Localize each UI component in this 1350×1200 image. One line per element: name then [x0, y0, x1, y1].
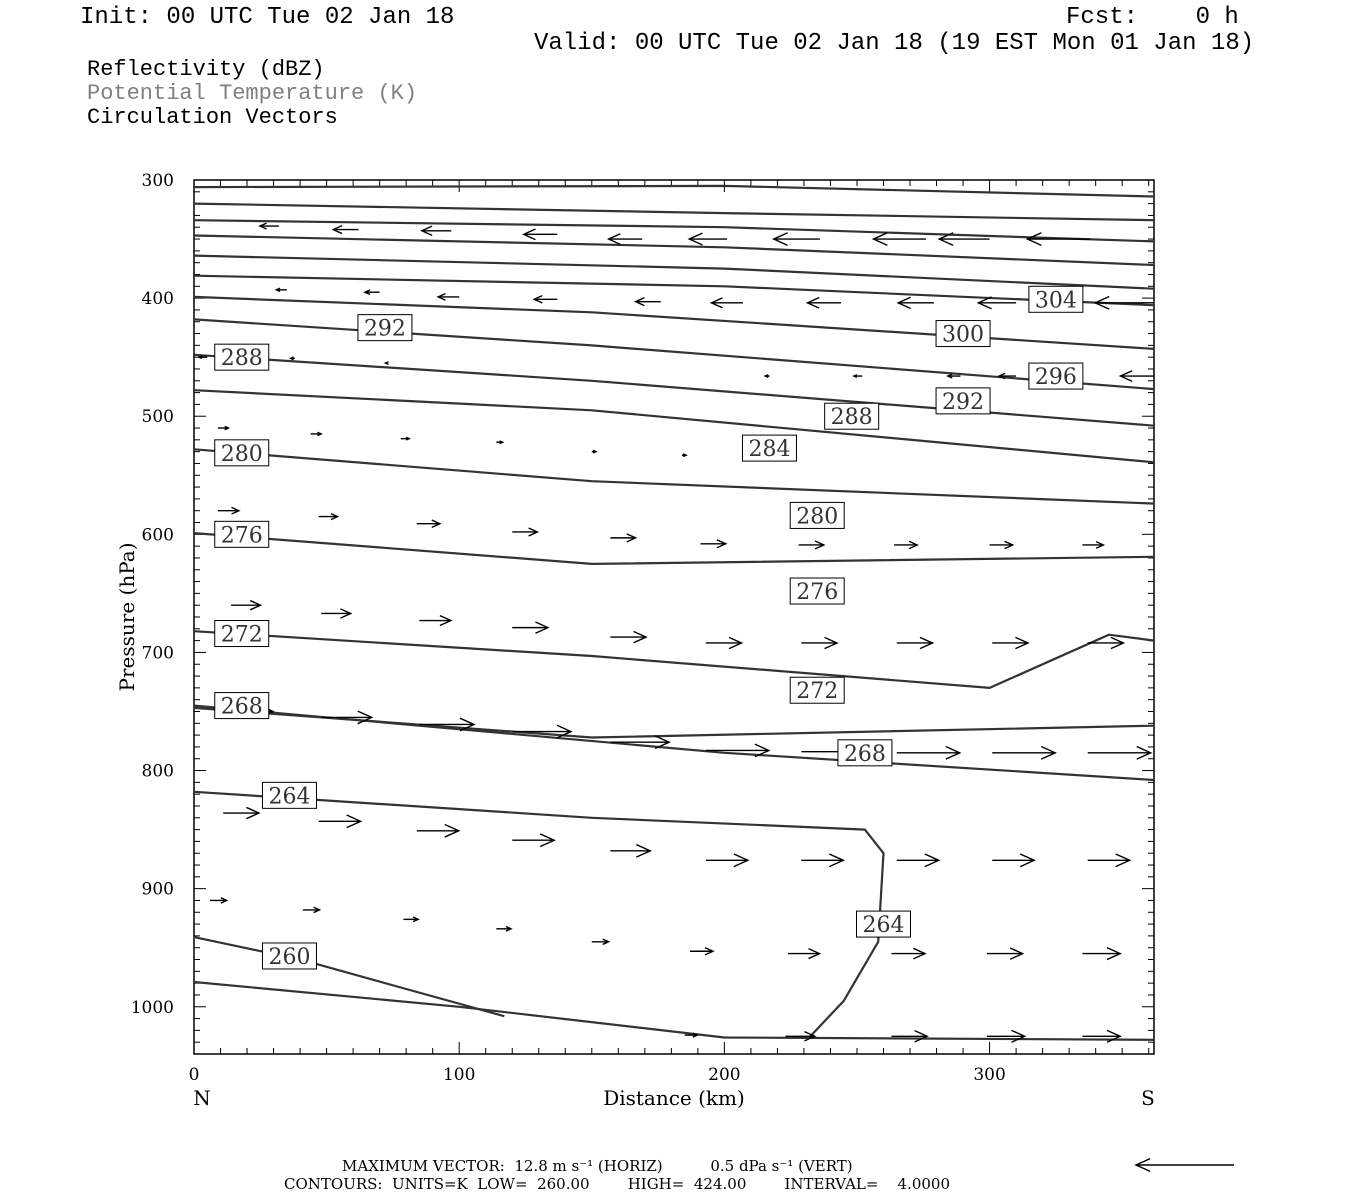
x-tick-label: 100 — [442, 1065, 476, 1085]
isentrope-line — [194, 449, 1154, 503]
circulation-vector — [987, 948, 1023, 959]
contour-label — [1029, 286, 1083, 313]
circulation-vector — [706, 744, 769, 757]
contour-label-text: 292 — [363, 316, 406, 342]
circulation-vector — [799, 541, 824, 549]
contour-label — [358, 315, 412, 342]
contour-label-text: 276 — [796, 580, 839, 606]
reference-vector-arrow — [1136, 1159, 1234, 1172]
isentrope-line — [194, 276, 1154, 306]
circulation-vector — [807, 298, 841, 309]
circulation-vector — [319, 815, 361, 828]
circulation-vector — [610, 631, 646, 642]
circulation-vector — [1088, 637, 1124, 648]
isentrope-line — [194, 533, 1154, 564]
contour-label — [790, 578, 844, 605]
circulation-vector — [218, 426, 229, 429]
circulation-vector — [706, 637, 742, 648]
circulation-vector — [701, 540, 726, 548]
isentrope-line — [194, 316, 1154, 389]
circulation-vector — [897, 637, 933, 648]
circulation-vector — [311, 432, 322, 435]
circulation-vector — [990, 541, 1013, 548]
x-end-label-right: S — [1141, 1086, 1155, 1110]
contour-label — [1029, 363, 1083, 390]
y-tick-label: 1000 — [130, 997, 174, 1018]
circulation-vector — [785, 1032, 814, 1041]
plot-frame — [194, 180, 1154, 1054]
circulation-vector — [333, 226, 358, 234]
circulation-vector — [592, 939, 609, 944]
x-axis-title: Distance (km) — [603, 1086, 745, 1110]
circulation-vectors — [199, 223, 1154, 1042]
circulation-vector — [992, 854, 1034, 867]
y-tick-label: 500 — [141, 407, 174, 428]
valid-time: Valid: 00 UTC Tue 02 Jan 18 (19 EST Mon 01 Jan 18) — [534, 30, 1255, 57]
circulation-vector — [417, 520, 440, 527]
circulation-vector — [231, 601, 260, 610]
circulation-vector — [689, 233, 727, 245]
circulation-vector — [534, 296, 557, 303]
contour-label — [215, 440, 269, 467]
x-tick-label: 0 — [188, 1065, 200, 1085]
isentrope-line — [194, 186, 1154, 197]
contour-label — [215, 621, 269, 648]
circulation-vector — [636, 298, 661, 306]
isentrope-line — [194, 355, 1154, 426]
contour-label-text: 280 — [796, 504, 839, 530]
circulation-vector — [788, 949, 820, 959]
contour-labels — [215, 286, 1083, 970]
contour-label-text: 284 — [748, 437, 791, 463]
circulation-vector — [276, 288, 287, 291]
circulation-vector — [706, 854, 748, 867]
contour-label — [215, 344, 269, 371]
legend-reflectivity: Reflectivity (dBZ) — [87, 57, 325, 82]
y-tick-label: 800 — [141, 761, 174, 782]
vector-head — [385, 362, 388, 365]
circulation-vector — [592, 450, 596, 453]
contour-label-text: 296 — [1034, 365, 1077, 391]
circulation-vector — [1120, 371, 1154, 382]
circulation-vector — [496, 926, 511, 931]
contour-label-text: 264 — [268, 784, 311, 810]
y-tick-label: 700 — [141, 643, 174, 664]
x-tick-label: 200 — [708, 1065, 741, 1085]
circulation-vector — [1082, 542, 1103, 549]
circulation-vector — [897, 854, 939, 867]
y-axis-title: Pressure (hPa) — [115, 542, 139, 692]
circulation-vector — [438, 294, 459, 301]
forecast-hour: Fcst: 0 h — [1066, 4, 1239, 31]
isentrope-line — [194, 204, 1154, 221]
init-time: Init: 00 UTC Tue 02 Jan 18 — [80, 4, 455, 31]
isentrope-line — [194, 631, 1154, 688]
isentrope-line — [194, 792, 884, 1038]
legend-circulation-vectors: Circulation Vectors — [87, 105, 338, 130]
circulation-vector — [898, 297, 934, 308]
circulation-vector — [365, 290, 380, 295]
circulation-vector — [801, 854, 843, 867]
contour-label-text: 268 — [843, 741, 886, 767]
contour-label-text: 260 — [268, 944, 311, 970]
circulation-vector — [319, 514, 338, 520]
contour-label-text: 288 — [830, 405, 873, 431]
circulation-vector — [1082, 948, 1120, 960]
circulation-vector — [711, 298, 743, 308]
circulation-vector — [321, 609, 350, 618]
contour-label — [262, 782, 316, 809]
contour-label-text: 264 — [862, 913, 905, 939]
contour-label-text: 276 — [220, 523, 263, 549]
axis-ticks — [194, 180, 1154, 1054]
circulation-vector — [404, 917, 419, 922]
circulation-vector — [496, 441, 502, 444]
contour-label — [936, 388, 990, 415]
circulation-vector — [401, 437, 409, 440]
contour-label — [790, 502, 844, 529]
circulation-vector — [524, 229, 558, 240]
contour-label-text: 280 — [220, 441, 263, 467]
circulation-vector — [1088, 854, 1130, 867]
isentrope-line — [194, 236, 1154, 266]
y-tick-label: 900 — [141, 879, 174, 900]
circulation-vector — [992, 637, 1028, 648]
contour-label — [825, 403, 879, 430]
contour-label — [857, 911, 911, 938]
circulation-vector — [610, 534, 635, 542]
contour-label — [790, 677, 844, 704]
circulation-vector — [765, 375, 769, 378]
circulation-vector — [512, 622, 548, 633]
circulation-vector — [891, 1031, 927, 1042]
x-tick-label: 300 — [973, 1065, 1006, 1085]
contour-label — [936, 321, 990, 348]
y-tick-label: 600 — [141, 525, 174, 546]
x-end-label-left: N — [193, 1086, 211, 1110]
contour-label-text: 272 — [220, 622, 263, 648]
circulation-vector — [1088, 747, 1151, 760]
contour-label — [262, 943, 316, 970]
isentrope-line — [194, 256, 1154, 289]
circulation-vector — [897, 747, 960, 760]
circulation-vector — [801, 637, 837, 648]
circulation-vector — [682, 454, 686, 457]
circulation-vector — [512, 834, 554, 847]
isentrope-line — [194, 982, 1154, 1040]
reference-vector — [1136, 1159, 1234, 1172]
circulation-vector — [854, 375, 862, 378]
y-tick-label: 400 — [141, 289, 174, 310]
contour-label — [742, 435, 796, 462]
contour-label — [838, 740, 892, 767]
circulation-vector — [774, 233, 820, 246]
circulation-vector — [210, 898, 227, 903]
circulation-vector — [260, 223, 279, 229]
contour-info: CONTOURS: UNITS=K LOW= 260.00 HIGH= 424.00 INTERVAL= 4.0000 — [284, 1175, 950, 1193]
circulation-vector — [992, 747, 1055, 760]
contour-label-text: 272 — [796, 679, 839, 705]
circulation-vector — [223, 807, 259, 818]
contour-label-text: 268 — [220, 694, 263, 720]
circulation-vector — [419, 616, 451, 626]
circulation-vector — [291, 357, 295, 360]
contour-label-text: 304 — [1034, 288, 1077, 314]
max-vector-note: MAXIMUM VECTOR: 12.8 m s⁻¹ (HORIZ) 0.5 dPa s⁻¹ (VERT) — [342, 1157, 853, 1175]
circulation-vector — [609, 234, 643, 245]
circulation-vector — [1027, 233, 1090, 246]
contour-label — [215, 693, 269, 720]
legend-potential-temperature: Potential Temperature (K) — [87, 81, 418, 106]
circulation-vector — [417, 824, 459, 837]
circulation-vector — [690, 948, 713, 955]
circulation-vector — [891, 948, 925, 959]
circulation-vector — [303, 907, 320, 912]
contour-label-text: 300 — [942, 322, 985, 348]
contour-label-text: 288 — [220, 346, 263, 372]
isentrope-line — [194, 390, 1154, 462]
isentrope-line — [194, 297, 1154, 349]
contour-label-text: 292 — [942, 389, 985, 415]
y-tick-label: 300 — [141, 171, 174, 191]
circulation-vector — [422, 226, 451, 235]
circulation-vector — [218, 507, 239, 514]
circulation-vector — [894, 541, 917, 548]
contour-label — [215, 521, 269, 548]
circulation-vector — [610, 845, 650, 858]
isentrope-line — [194, 937, 504, 1016]
circulation-vector — [987, 1030, 1025, 1042]
circulation-vector — [512, 528, 537, 536]
isentrope-line — [194, 708, 1154, 738]
circulation-vector — [385, 362, 388, 365]
